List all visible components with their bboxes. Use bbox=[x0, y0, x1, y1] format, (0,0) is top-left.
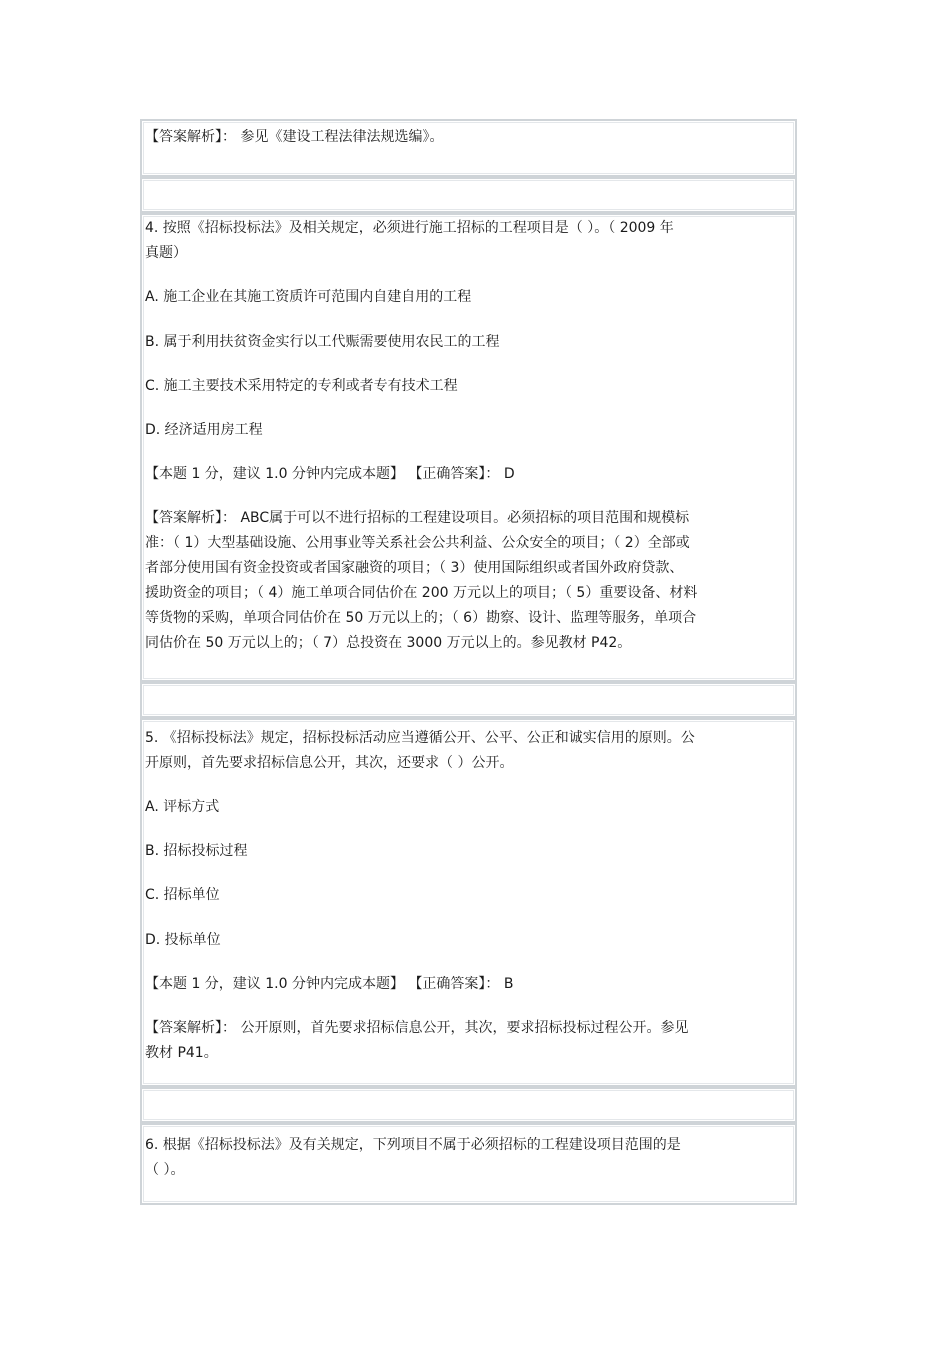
question-5-meta: 【本题 1 分，建议 1.0 分钟内完成本题】 【正确答案】： B bbox=[145, 976, 514, 992]
question-4-stem-line2: 真题） bbox=[145, 245, 187, 261]
question-4-option-c: C. 施工主要技术采用特定的专利或者专有技术工程 bbox=[145, 378, 458, 394]
question-5-option-b: B. 招标投标过程 bbox=[145, 843, 248, 859]
question-4-box bbox=[140, 213, 797, 682]
question-6-stem-line2: （ ）。 bbox=[145, 1162, 185, 1178]
question-5-stem-line1: 5. 《招标投标法》规定，招标投标活动应当遵循公开、公平、公正和诚实信用的原则。公 bbox=[145, 730, 695, 746]
question-4-option-b: B. 属于利用扶贫资金实行以工代赈需要使用农民工的工程 bbox=[145, 334, 500, 350]
question-6-box bbox=[140, 1123, 797, 1205]
question-5-analysis-line: 【答案解析】： 公开原则，首先要求招标信息公开，其次，要求招标投标过程公开。参见 bbox=[145, 1020, 689, 1036]
question-6-stem-line1: 6. 根据《招标投标法》及有关规定，下列项目不属于必须招标的工程建设项目范围的是 bbox=[145, 1137, 681, 1153]
question-5-box bbox=[140, 718, 797, 1087]
question-4-option-a: A. 施工企业在其施工资质许可范围内自建自用的工程 bbox=[145, 289, 472, 305]
answer-analysis-text: 【答案解析】： 参见《建设工程法律法规选编》。 bbox=[145, 129, 444, 145]
question-5-option-c: C. 招标单位 bbox=[145, 887, 220, 903]
spacer-row bbox=[140, 1087, 797, 1123]
answer-analysis-box-prev bbox=[140, 119, 797, 177]
question-4-analysis-line: 者部分使用国有资金投资或者国家融资的项目；（ 3）使用国际组织或者国外政府贷款、 bbox=[145, 560, 684, 576]
question-4-analysis-line: 准：（ 1）大型基础设施、公用事业等关系社会公共利益、公众安全的项目；（ 2）全部或 bbox=[145, 535, 690, 551]
question-4-analysis-line: 援助资金的项目；（ 4）施工单项合同估价在 200 万元以上的项目；（ 5）重要设备、材料 bbox=[145, 585, 698, 601]
question-4-option-d: D. 经济适用房工程 bbox=[145, 422, 263, 438]
spacer-row bbox=[140, 682, 797, 718]
question-5-option-a: A. 评标方式 bbox=[145, 799, 220, 815]
question-5-option-d: D. 投标单位 bbox=[145, 932, 221, 948]
spacer-row bbox=[140, 177, 797, 213]
question-4-analysis-line: 【答案解析】： ABC属于可以不进行招标的工程建设项目。必须招标的项目范围和规模标 bbox=[145, 510, 690, 526]
question-5-stem-line2: 开原则，首先要求招标信息公开，其次，还要求（ ）公开。 bbox=[145, 755, 514, 771]
question-4-meta: 【本题 1 分，建议 1.0 分钟内完成本题】 【正确答案】： D bbox=[145, 466, 515, 482]
question-4-analysis-line: 同估价在 50 万元以上的；（ 7）总投资在 3000 万元以上的。参见教材 P42。 bbox=[145, 635, 632, 651]
question-5-analysis-line: 教材 P41。 bbox=[145, 1045, 218, 1061]
question-4-analysis-line: 等货物的采购，单项合同估价在 50 万元以上的；（ 6）勘察、设计、监理等服务，单项合 bbox=[145, 610, 697, 626]
question-4-stem-line1: 4. 按照《招标投标法》及相关规定，必须进行施工招标的工程项目是（ ）。（ 2009 年 bbox=[145, 220, 674, 236]
